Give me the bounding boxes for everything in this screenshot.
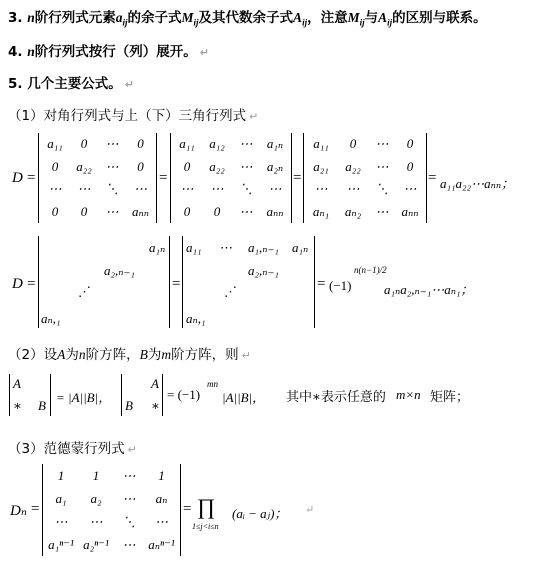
sign-exponent: mn — [207, 379, 218, 389]
matrix-entry: a₂ — [90, 490, 102, 506]
matrix-entry: ⋯ — [239, 203, 253, 219]
det-bar-right — [156, 133, 157, 223]
block-entry: A — [13, 376, 21, 391]
matrix-entry: a₁ⁿ⁻¹ — [48, 536, 74, 552]
matrix-entry: ⋯ — [122, 536, 136, 552]
matrix-entry: a₂₂ — [76, 158, 92, 174]
matrix-entry: a₂₂ — [209, 158, 225, 174]
matrix-entry: ⋯ — [375, 158, 389, 174]
det-bar-left — [182, 236, 183, 328]
matrix-entry: 0 — [183, 203, 191, 219]
math-sub: ij — [122, 17, 128, 28]
note-text: 其中∗表示任意的 — [286, 389, 386, 404]
det-bar-left — [42, 464, 43, 556]
matrix-entry: aₙₙ — [401, 203, 419, 219]
det-bar-left — [38, 236, 39, 328]
matrix-entry: ⋯ — [239, 136, 253, 152]
matrix-entry: ⋯ — [105, 136, 119, 152]
det-bar-left — [303, 133, 304, 223]
matrix-entry: a₂ⁿ⁻¹ — [83, 536, 109, 552]
matrix-entry: 0 — [183, 158, 191, 174]
subsection-1 — [8, 104, 258, 124]
result-product: a₁₁a₂₂⋯aₙₙ； — [440, 176, 515, 191]
item-number: 5. — [8, 76, 23, 92]
matrix-diagonal — [40, 133, 155, 223]
matrix-entry: a₁,ₙ₋₁ — [248, 240, 279, 255]
matrix-entry: ⋯ — [48, 181, 62, 197]
matrix-entry: ⋯ — [54, 513, 68, 529]
math-sub: ij — [359, 17, 365, 28]
matrix-entry: ⋯ — [180, 181, 194, 197]
paragraph-mark-icon: ↵ — [249, 110, 259, 123]
matrix-entry: aₙ₂ — [344, 203, 362, 219]
item-3 — [8, 6, 487, 28]
matrix-entry: ⋯ — [375, 203, 389, 219]
matrix-entry: ⋯ — [268, 181, 282, 197]
sign-factor: (−1) — [329, 278, 352, 293]
det-bar-right — [180, 464, 181, 556]
matrix-entry: aₙₙ — [131, 203, 150, 219]
math-n: n — [78, 347, 86, 362]
det-bar-right — [162, 374, 163, 416]
equals-sign: = — [27, 276, 36, 292]
item-5 — [8, 72, 134, 92]
matrix-entry: a₁ₙ — [292, 240, 309, 255]
math-B: B — [139, 347, 148, 362]
result-product: (aᵢ − aⱼ)； — [232, 506, 288, 521]
equals-sign: = — [183, 501, 192, 517]
note-text: 矩阵； — [430, 389, 470, 404]
matrix-entry: ⋯ — [210, 181, 224, 197]
item-4 — [8, 40, 209, 60]
sign-factor: = (−1) — [167, 387, 201, 402]
equals-sign: = — [317, 276, 326, 292]
matrix-entry: a₂ₙ — [266, 158, 284, 174]
equation-rhs: = |A||B|， — [56, 390, 112, 405]
matrix-entry: ⋱ — [375, 181, 389, 197]
matrix-entry: ⋯ — [122, 467, 136, 483]
det-bar-right — [291, 133, 292, 223]
det-bar-left — [9, 374, 10, 416]
matrix-entry: aₙⁿ⁻¹ — [148, 536, 175, 552]
math-M: M — [347, 10, 360, 25]
matrix-upper-triangular — [172, 133, 290, 223]
block-entry: ∗ — [13, 398, 22, 413]
matrix-entry: ⋯ — [155, 513, 168, 529]
block-entry: ∗ — [151, 398, 160, 413]
matrix-entry: ⋯ — [375, 136, 389, 152]
paragraph-mark-icon: ↵ — [241, 349, 251, 362]
block-entry: A — [151, 376, 159, 391]
matrix-entry: ⋯ — [122, 490, 136, 506]
math-A: A — [378, 10, 388, 25]
matrix-entry: ⋯ — [89, 513, 103, 529]
math-A: A — [293, 10, 303, 25]
matrix-entry: a₁ₙ — [266, 136, 284, 152]
paragraph-mark-icon: ↵ — [124, 78, 134, 91]
det-bar-right — [50, 374, 51, 416]
matrix-entry: a₁ₙ — [149, 240, 166, 255]
subsection-3 — [8, 437, 137, 457]
sub-text: （2）设 — [8, 347, 58, 363]
product-subscript: 1≤j<i≤n — [192, 522, 219, 531]
det-bar-right — [169, 236, 170, 328]
det-bar-right — [426, 133, 427, 223]
math-n: n — [27, 10, 35, 25]
matrix-entry: 0 — [80, 136, 88, 152]
subsection-label: （3）范德蒙行列式 — [8, 441, 125, 457]
matrix-entry: ⋯ — [105, 158, 119, 174]
matrix-entry: a₂,ₙ₋₁ — [248, 263, 279, 278]
item-text: 几个主要公式。 — [27, 76, 122, 92]
matrix-entry: aₙ — [155, 490, 168, 506]
math-A: A — [57, 347, 66, 362]
matrix-entry: a₂₂ — [345, 158, 361, 174]
matrix-entry: a₁ — [55, 490, 67, 506]
matrix-entry: ⋯ — [77, 181, 91, 197]
matrix-entry: 1 — [57, 467, 65, 483]
matrix-entry: ⋱ — [239, 181, 253, 197]
item-text: 阶行列式按行（列）展开。 — [34, 44, 197, 60]
matrix-entry: aₙ,₁ — [186, 311, 206, 326]
math-sub: ij — [302, 17, 308, 28]
matrix-entry: aₙ₁ — [312, 203, 330, 219]
matrix-entry: a₁₁ — [47, 136, 63, 152]
det-bar-left — [170, 133, 171, 223]
matrix-entry: ⋯ — [346, 181, 360, 197]
math-mn: m×n — [396, 387, 421, 402]
item-text: 阶行列式元素 — [34, 10, 116, 26]
matrix-entry: a₂₁ — [313, 158, 329, 174]
equation-rhs: |A||B|， — [222, 390, 266, 405]
item-text: 及其代数余子式 — [198, 10, 294, 26]
matrix-entry: 0 — [51, 203, 59, 219]
matrix-entry: 0 — [406, 136, 414, 152]
equals-sign: = — [27, 170, 36, 186]
matrix-entry: 0 — [137, 158, 144, 174]
item-text: 的余子式 — [127, 10, 182, 26]
matrix-entry: ⋯ — [134, 181, 147, 197]
item-text: ，注意 — [307, 10, 348, 26]
result-product: a₁ₙa₂,ₙ₋₁⋯aₙ₁； — [384, 282, 474, 297]
sub-text: 阶方阵，则 — [171, 347, 239, 363]
subsection-label: （1）对角行列式与上（下）三角行列式 — [8, 108, 247, 124]
sub-text: 阶方阵， — [85, 347, 140, 363]
product-symbol: ∏ — [197, 494, 216, 519]
matrix-entry: a₁₁ — [179, 136, 195, 152]
paragraph-mark-icon: ↵ — [127, 443, 137, 456]
matrix-entry: a₁₁ — [313, 136, 329, 152]
matrix-dots: ⋯ — [220, 240, 233, 255]
det-symbol: Dₙ — [10, 503, 27, 519]
equals-sign: = — [31, 501, 40, 517]
det-bar-left — [38, 133, 39, 223]
math-sub: ij — [193, 17, 199, 28]
det-bar-left — [121, 374, 122, 416]
matrix-entry: ⋯ — [403, 181, 417, 197]
det-bar-right — [314, 236, 315, 328]
matrix-entry: 1 — [92, 467, 100, 483]
block-entry: B — [125, 398, 133, 413]
block-entry: B — [38, 398, 46, 413]
equals-sign: = — [293, 170, 302, 186]
matrix-entry: aₙₙ — [266, 203, 284, 219]
item-text: 与 — [364, 10, 379, 26]
matrix-entry: aₙ,₁ — [41, 311, 61, 326]
item-number: 3. — [8, 10, 23, 26]
equals-sign: = — [428, 170, 437, 186]
math-a: a — [115, 10, 123, 25]
matrix-entry: a₂,ₙ₋₁ — [104, 263, 135, 278]
det-symbol: D — [12, 170, 23, 186]
matrix-entry: ⋯ — [314, 181, 328, 197]
antidiagonal-dots: ⋰ — [224, 284, 237, 299]
matrix-entry: 0 — [80, 203, 88, 219]
item-text: 的区别与联系。 — [392, 10, 487, 26]
item-number: 4. — [8, 44, 23, 60]
math-sub: ij — [387, 17, 393, 28]
sub-text: 为 — [147, 347, 162, 363]
matrix-entry: 0 — [406, 158, 414, 174]
matrix-entry: ⋯ — [105, 203, 119, 219]
paragraph-mark-icon: ↵ — [199, 46, 209, 59]
sub-text: 为 — [65, 347, 79, 363]
equals-sign: = — [172, 276, 181, 292]
matrix-entry: 1 — [158, 467, 165, 483]
subsection-2 — [8, 343, 251, 363]
matrix-vandermonde — [44, 464, 179, 556]
matrix-entry: a₁₁ — [186, 240, 202, 255]
paragraph-mark-icon: ↵ — [305, 503, 315, 516]
math-M: M — [181, 10, 194, 25]
sign-exponent: n(n−1)/2 — [354, 265, 387, 275]
matrix-entry: ⋱ — [105, 181, 119, 197]
matrix-entry: a₁₂ — [209, 136, 225, 152]
matrix-entry: ⋱ — [122, 513, 136, 529]
math-n: n — [27, 44, 35, 59]
antidiagonal-dots: ⋰ — [78, 284, 91, 299]
matrix-entry: 0 — [137, 136, 144, 152]
matrix-entry: 0 — [213, 203, 221, 219]
matrix-lower-triangular — [305, 133, 425, 223]
equals-sign: = — [159, 170, 168, 186]
matrix-entry: ⋯ — [239, 158, 253, 174]
math-m: m — [161, 347, 172, 362]
det-symbol: D — [12, 276, 23, 292]
matrix-entry: 0 — [51, 158, 59, 174]
matrix-entry: 0 — [349, 136, 357, 152]
